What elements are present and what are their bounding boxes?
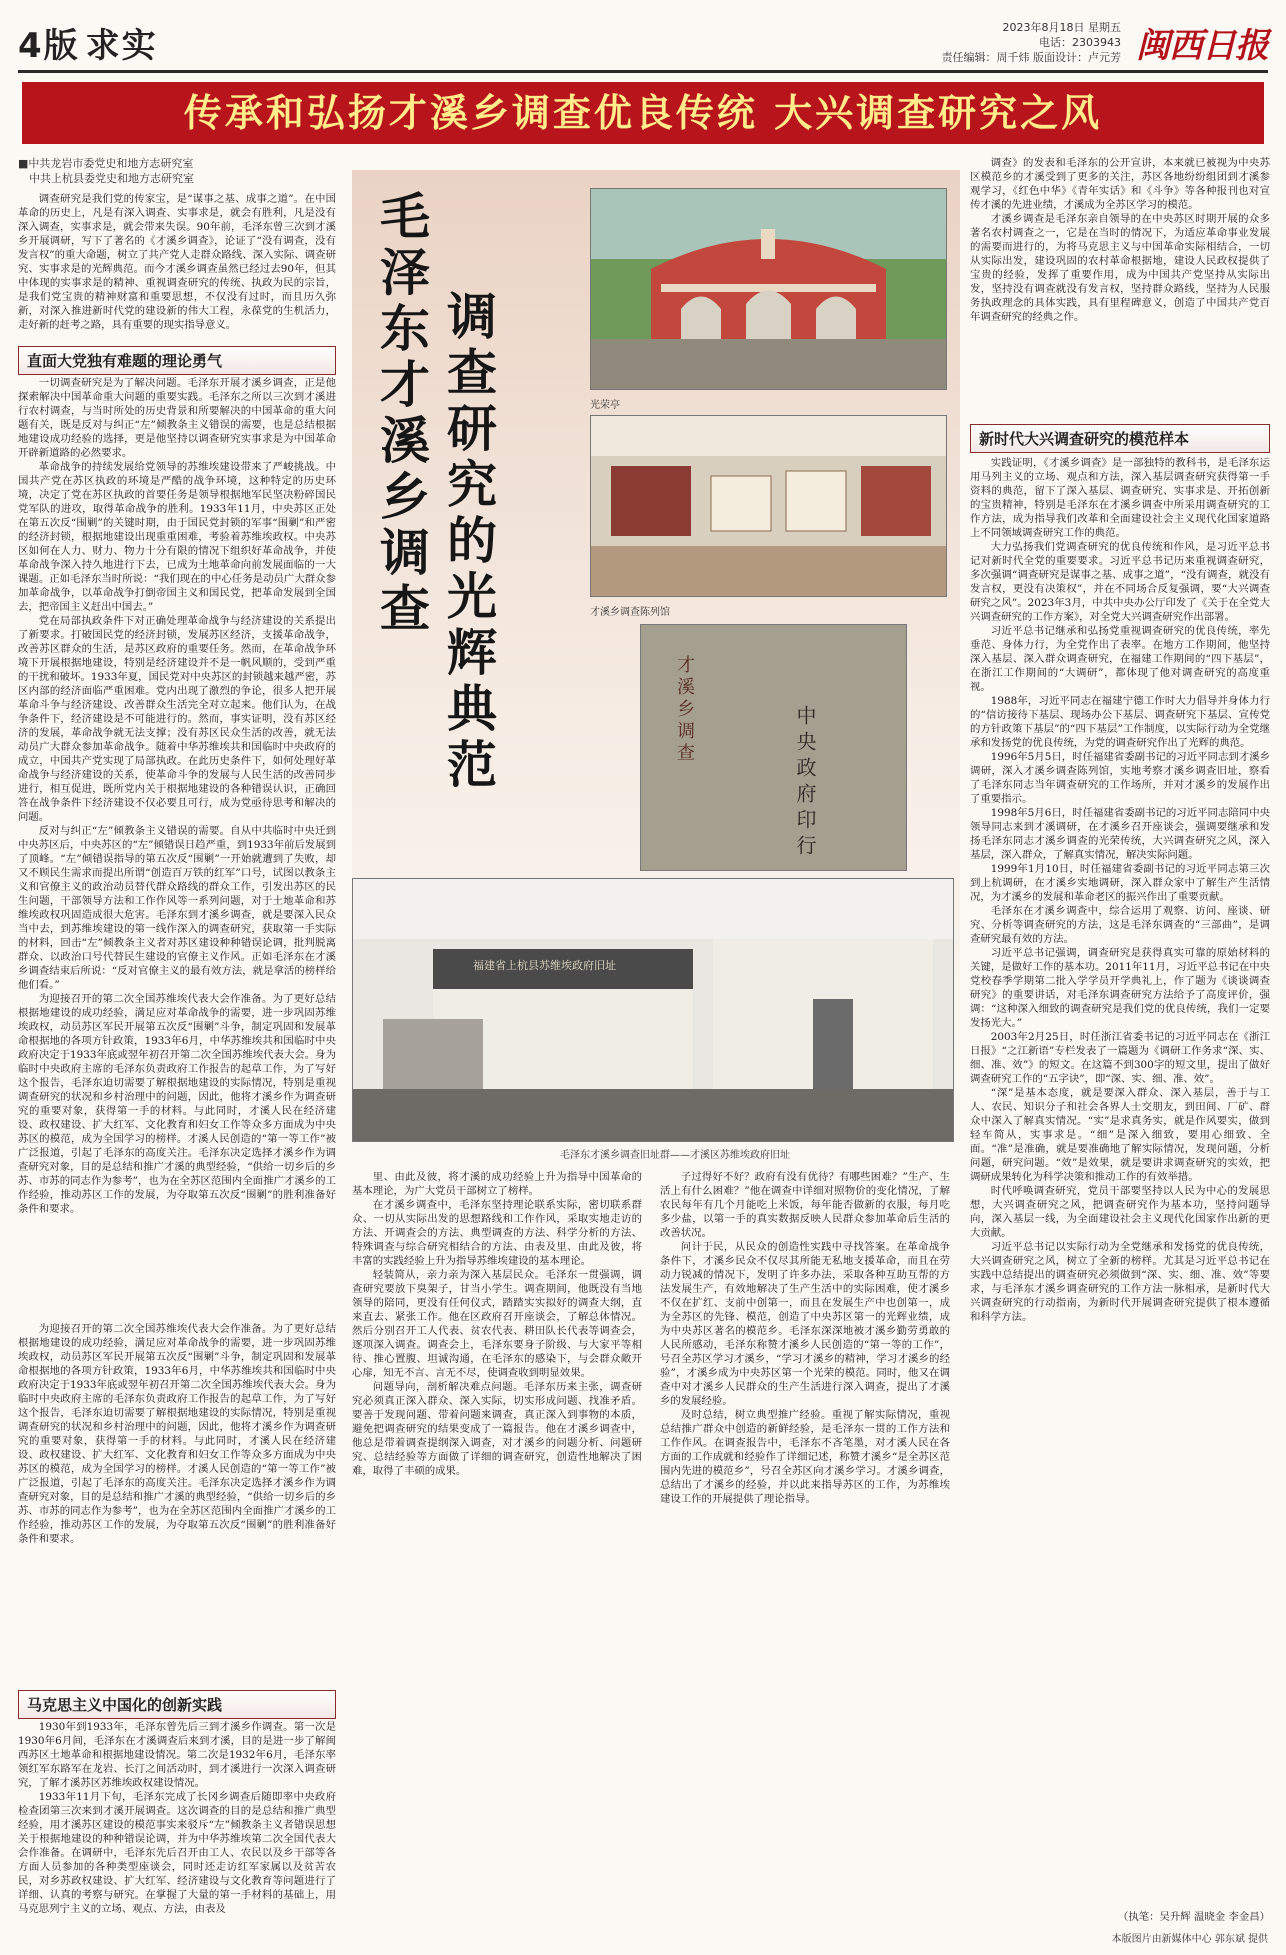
document-title: 才溪乡调查 bbox=[674, 655, 695, 765]
page-number: 4版 求实 bbox=[18, 26, 158, 66]
photo-glory-pavilion bbox=[590, 188, 947, 390]
banner-headline: 传承和弘扬才溪乡调查优良传统 大兴调查研究之风 bbox=[22, 82, 1264, 144]
header-rule bbox=[18, 70, 1268, 73]
header-meta bbox=[942, 20, 1122, 65]
bottom-column-1: 里、由此及彼，将才溪的成功经验上升为指导中国革命的基本理论，为广大党员干部树立了榜样。 在才溪乡调查中，毛泽东坚持理论联系实际，密切联系群众、一切从实际出发的思想路线和工作作风，采取实地走访的方法、开调查会的方法、典型调查的方法、科学分析的方法、特殊调查与综合研究相结合的方法、由表及里、由此及彼，将丰富的实践经验上升为指导苏维埃建设的基本理论。 轻装简从，亲力亲为深入基层民众。毛泽东一贯强调，调查研究要放下臭架子，甘当小学生。调查期间，他既没有当地领导的陪同，更没有任何仪式，踏踏实实拟好的调查大纲，直来直去、紧张工作。他在区政府召开座谈会，了解总体情况。然后分别召开工人代表、贫农代表、耕田队长代表等调查会，逐项深入调查。调查会上，毛泽东要身子阶级、与大家平等相待、推心置腹、坦诚沟通，在毛泽东的感染下，与会群众敞开心扉，知无不言、言无不尽，使调查收到明显效果。 问题导向，剖析解决难点问题。毛泽东历来主张，调查研究必须真正深入群众、深入实际，切实形成问题、找准矛盾。要善于发现问题、带着问题来调查，真正深入到事物的本质，避免把调查研究的结果变成了一篇报告。他在才溪乡调查中，他总是带着调查提纲深入调查，对才溪乡的问题分析、问题研究、总结经验等方面做了详细的调查研究，创造性地解决了困难，取得了丰硕的成果。 bbox=[352, 1171, 642, 1477]
section1-body: 一切调查研究是为了解决问题。毛泽东开展才溪乡调查，正是他探索解决中国革命重大问题的重要实践。毛泽东之所以三次到才溪进行农村调查，与当时所处的历史背景和所要解决的中国革命的重大问题有关，既是反对与纠正“左”倾教条主义错误的需要，也是总结根据地建设成功经验的选择，更是他坚持以调查研究实事求是为中国革命开辟新道路的必然要求。 革命战争的持续发展给党领导的苏维埃建设带来了严峻挑战。中国共产党在苏区执政的环境是严酷的战争环境，这种特定的历史环境，决定了党在苏区执政的首要任务是领导根据地军民坚决粉碎国民党军队的进攻，取得革命战争的胜利。1933年11月，中央苏区正处在第五次反“围剿”的关键时期，由于国民党封锁的军事“围剿”和严密的经济封锁，根据地建设出现重重困难，考验着苏维埃政权。中央苏区如何在人力、财力、物力十分有限的情况下组织好革命战争，并使革命战争深入持久地进行下去，已成为土地革命向前发展面临的一大课题。正如毛泽东当时所说：“我们现在的中心任务是动员广大群众参加革命战争，以革命战争打倒帝国主义和国民党，把革命发展到全国去，把帝国主义赶出中国去。” 党在局部执政条件下对正确处理革命战争与经济建设的关系提出了新要求。打破国民党的经济封锁，发展苏区经济，支援革命战争，改善苏区群众的生活，是苏区政府的重要任务。然而，在革命战争环境下开展根据地建设，特别是经济建设并不是一帆风顺的，受到严重的干扰和破坏。1933年夏，国民党对中央苏区的封锁越来越严密，苏区内部的经济面临严重困难。党内出现了激烈的争论，很多人把开展革命斗争与经济建设、改善群众生活完全对立起来。他们认为，在战争条件下，经济建设是不可能进行的。然而，事实证明，没有苏区经济的发展，革命战争就无法支撑；没有苏区民众生活的改善，就无法动员广大群众参加革命战争。随着中华苏维埃共和国临时中央政府的成立，中国共产党实现了局部执政。在此历史条件下，如何处理好革命战争与经济建设的关系，使革命斗争的发展与人民生活的改善同步进行，相互促进，既所党内关于根据地建设的各种错误认识，正确回答在战争条件下经济建设不仅必要且可行，成为党亟待思考和解决的问题。 反对与纠正“左”倾教条主义错误的需要。自从中共临时中央迁到中央苏区后，中央苏区的“左”倾错误日趋严重，到1933年前后发展到了顶峰。“左”倾错误指导的第五次反“围剿”一开始就遭到了失败，却又不顾民生需求而提出所谓“创造百万铁的红军”口号，试图以教条主义和官僚主义的政治动员替代群众路线的群众工作，引发出苏区的民生问题，干部领导方法和工作作风等一系列问题，对于土地革命和苏维埃政权巩固造成很大危害。毛泽东到才溪乡调查，就是要深入民众当中去，到苏维埃建设的第一线作深入的调查研究，获取第一手实际的材料，回击“左”倾教条主义者对苏区建设种种错误论调，批判脱离群众、以政治口号代替民生建设的官僚主义作风。正如毛泽东在才溪乡调查结束后所说：“反对官僚主义的最有效方法，就是拿活的榜样给他们看。” 为迎接召开的第二次全国苏维埃代表大会作准备。为了更好总结根据地建设的成功经验，满足应对革命战争的需要，进一步巩固苏维埃政权，动员苏区军民开展第五次反“围剿”斗争，制定巩固和发展革命根据地的各项方针政策，1933年6月，中华苏维埃共和国临时中央政府决定于1933年底或翌年初召开第二次全国苏维埃代表大会。身为临时中央政府主席的毛泽东负责政府工作报告的起草工作，为了写好这个报告，毛泽东迫切需要了解根据地建设的实际情况，特别是重视调查研究的状况和乡村治理中的问题，因此，他将才溪乡作为调查研究的重要对象，获得第一手的材料。与此同时，才溪人民在经济建设、政权建设、扩大红军、文化教育和妇女工作等众多方面成为中央苏区的模范，成为全国学习的榜样。才溪人民创造的“第一等工作”被广泛报道，引起了毛泽东的高度关注。毛泽东决定选择才溪乡作为调查研究对象，目的是总结和推广才溪的典型经验，“供给一切乡后的乡苏、市苏的同志作为参考”，也为在全苏区范围内全面推广才溪乡的工作经验，推动苏区工作的发展，为夺取第五次反“围剿”的胜利准备好条件和要求。 bbox=[18, 377, 336, 1215]
section3-body: 实践证明，《才溪乡调查》是一部独特的教科书，是毛泽东运用马列主义的立场、观点和方法，深入基层调查研究获得第一手资料的典范，留下了深入基层、调查研究、实事求是、开拓创新的宝贵精神，特别是毛泽东在才溪乡调查中所采用调查研究的工作方法，成为指导我们改革和全面建设社会主义现代化国家道路上不同领域调查研究工作的典范。 大力弘扬我们党调查研究的优良传统和作风，是习近平总书记对新时代全党的重要要求。习近平总书记历来重视调查研究，多次强调“调查研究是谋事之基、成事之道”，“没有调查，就没有发言权，更没有决策权”，并在不同场合反复强调，要“大兴调查研究之风”。2023年3月，中共中央办公厅印发了《关于在全党大兴调查研究的工作方案》，对全党大兴调查研究作出部署。 习近平总书记继承和弘扬党重视调查研究的优良传统，率先垂范、身体力行，为全党作出了表率。在地方工作期间，他坚持深入基层、深入群众调查研究，在福建工作期间的“四下基层”，在浙江工作期间的“大调研”，都体现了他对调查研究的高度重视。 1988年，习近平同志在福建宁德工作时大力倡导并身体力行的“信访接待下基层、现场办公下基层、调查研究下基层、宣传党的方针政策下基层”的“四下基层”工作制度，以实际行动为全党继承和发扬党的优良传统，为党的调查研究作出了光辉的典范。 1996年5月5日，时任福建省委副书记的习近平同志到才溪乡调研，深入才溪乡调查陈列馆，实地考察才溪乡调查旧址，察看了毛泽东同志当年调查研究的工作场所，并对才溪乡的发展作出了重要指示。 1998年5月6日，时任福建省委副书记的习近平同志陪同中央领导同志来到才溪调研，在才溪乡召开座谈会，强调要继承和发扬毛泽东同志才溪乡调查的光荣传统，大兴调查研究之风，深入基层，深入群众，了解真实情况，解决实际问题。 1999年1月10日，时任福建省委副书记的习近平同志第三次到上杭调研，在才溪乡实地调研，深入群众家中了解生产生活情况，为才溪乡的发展和革命老区的振兴作出了重要贡献。 毛泽东在才溪乡调查中，综合运用了观察、访问、座谈、研究、分析等调查研究的方法，这是毛泽东调查的“三部曲”，是调查研究最有效的方法。 习近平总书记强调，调查研究是获得真实可靠的原始材料的关键，是做好工作的基本功。2011年11月，习近平总书记在中央党校春季学期第二批入学学员开学典礼上，作了题为《谈谈调查研究》的重要讲话，对毛泽东调查研究方法给予了高度评价，强调：“这种深入细致的调查研究是我们党的优良传统，我们一定要发扬光大。” 2003年2月25日，时任浙江省委书记的习近平同志在《浙江日报》“之江新语”专栏发表了一篇题为《调研工作务求“深、实、细、准、效”》的短文。在这篇不到300字的短文里，提出了做好调查研究工作的“五字诀”，即“深、实、细、准、效”。 “深”是基本态度，就是要深入群众、深入基层，善于与工人、农民、知识分子和社会各界人士交朋友，到田间、厂矿、群众中深入了解真实情况。“实”是求真务实，就是作风要实，做到轻车简从，实事求是。“细”是深入细致，要用心细致、全面。“准”是准确，就是要准确地了解实际情况，发现问题，分析问题，研究问题。“效”是效果，就是要讲求调查研究的实效，把调研成果转化为科学决策和推动工作的有效举措。 时代呼唤调查研究，党员干部要坚持以人民为中心的发展思想，大兴调查研究之风，把调查研究作为基本功，坚持问题导向，深入基层一线，为全面建设社会主义现代化国家作出新的更大贡献。 习近平总书记以实际行动为全党继承和发扬党的优良传统，大兴调查研究之风，树立了全新的榜样。尤其是习近平总书记在实践中总结提出的调查研究必须做到“深、实、细、准、效”等要求，与毛泽东才溪乡调查研究的工作方法一脉相承，是新时代大兴调查研究的行动指南，为新时代开展调查研究提供了根本遵循和科学方法。 bbox=[970, 457, 1270, 1323]
caption-exhibition-hall: 才溪乡调查陈列馆 bbox=[590, 607, 670, 618]
section2-body: 1930年到1933年，毛泽东曾先后三到才溪乡作调查。第一次是1930年6月间，毛泽东在才溪调查后来到才溪，目的是进一步了解闽西苏区土地革命和根据地建设情况。第二次是1932年6月，毛泽东率领红军东路军在龙岩、长汀之间活动时，到才溪进行一次深入调查研究，了解才溪苏区苏维埃政权建设情况。 1933年11月下旬，毛泽东完成了长冈乡调查后随即率中央政府检查团第三次来到才溪开展调查。这次调查的目的是总结和推广典型经验，用才溪苏区建设的模范事实来驳斥“左”倾教条主义者错误思想关于根据地建设的种种错误论调，并为中华苏维埃第二次全国代表大会作准备。在调研中，毛泽东先后召开由工人、农民以及乡干部等各方面人员参加的各种类型座谈会，同时还走访红军家属以及贫苦农民，对乡苏政权建设、扩大红军、经济建设与文化教育等问题进行了详细、认真的考察与研究。在掌握了大量的第一手材料的基础上，用马克思列宁主义的立场、观点、方法，由表及 bbox=[18, 1721, 336, 1915]
section-heading-3: 新时代大兴调查研究的模范样本 bbox=[970, 424, 1270, 453]
feature-title-line2: 调查研究的光辉典范 bbox=[439, 290, 498, 794]
byline: ■中共龙岩市委党史和地方志研究室 中共上杭县委党史和地方志研究室 bbox=[18, 157, 194, 185]
pavilion-illustration bbox=[591, 189, 946, 389]
author-credit: （执笔：吴升辉 温晓金 李金昌） bbox=[1117, 1911, 1270, 1923]
right-column-top: 调查》的发表和毛泽东的公开宣讲，本来就已被视为中央苏区模范乡的才溪受到了更多的关注，苏区各地纷纷组团到才溪参观学习，《红色中华》《青年实话》和《斗争》等各种报刊也对宣传才溪的先进业绩，才溪成为全苏区学习的模范。 才溪乡调查是毛泽东亲自领导的在中央苏区时期开展的众多著名农村调查之一，它是在当时的情况下，为适应革命事业发展的需要而进行的，为将马克思主义与中国革命实际相结合，一切从实际出发，建设巩固的农村革命根据地，建设人民政权提供了宝贵的经验，发挥了重要作用，成为中国共产党坚持从实际出发，坚持没有调查就没有发言权，坚持群众路线，坚持为人民服务执政理念的具体实践，具有里程碑意义，创造了中国共产党百年调查研究的经典之作。 bbox=[970, 157, 1270, 323]
photo-historic-document bbox=[640, 624, 907, 871]
photo-credit: 本版图片由新媒体中心 郭东斌 提供 bbox=[1111, 1934, 1268, 1945]
section-heading-2: 马克思主义中国化的创新实践 bbox=[18, 1690, 336, 1719]
phone: 电话：2303943 bbox=[1039, 36, 1121, 49]
bottom-column-2: 子过得好不好？政府有没有优待？有哪些困难？”生产、生活上有什么困难？”他在调查中详细对照物价的变化情况，了解农民每年有几个月能吃上米饭，每年能否做新的衣服，每月吃多少盐，以第一手的真实数据反映人民群众参加革命后生活的改善状况。 问计于民，从民众的创造性实践中寻找答案。在革命战争条件下，才溪乡民众不仅尽其所能无私地支援革命，而且在劳动力锐减的情况下，发明了许多办法，采取各种互助互帮的方法发展生产，有效地解决了生产生活中的实际困难，使才溪乡不仅在扩红、支前中创第一，而且在发展生产中也创第一，成为全苏区的先锋、模范，创造了中央苏区第一的光辉业绩，成为中央苏区著名的模范乡。毛泽东深深地被才溪乡勤劳勇敢的人民所感动，毛泽东称赞才溪乡人民创造的“第一等的工作”，号召全苏区学习才溪乡，“学习才溪乡的精神，学习才溪乡的经验”，才溪乡成为中央苏区第一个光荣的模范。同时，他又在调查中对才溪乡人民群众的生产生活进行深入调查，提出了才溪乡的发展经验。 及时总结，树立典型推广经验。重视了解实际情况，重视总结推广群众中创造的新鲜经验，是毛泽东一贯的工作方法和工作作风。在调查报告中，毛泽东不吝笔墨，对才溪人民在各方面的工作成就和经验作了详细记述，称赞才溪乡“是全苏区范围内先进的模范乡”，号召全苏区向才溪乡学习。才溪乡调查，总结出了才溪乡的经验，并以此来指导苏区的工作，为苏维埃建设工作的开展提供了理论指导。 bbox=[660, 1171, 950, 1505]
editors: 责任编辑：周千炜 版面设计：卢元芳 bbox=[941, 51, 1121, 64]
date-line: 2023年8月18日 星期五 bbox=[1002, 21, 1121, 34]
caption-glory-pavilion: 光荣亭 bbox=[590, 400, 620, 411]
exhibition-illustration bbox=[591, 416, 946, 596]
photo-government-site bbox=[352, 878, 954, 1142]
caption-government-site: 毛泽东才溪乡调查旧址群——才溪区苏维埃政府旧址 bbox=[560, 1150, 790, 1161]
section-heading-1: 直面大党独有难题的理论勇气 bbox=[18, 346, 336, 375]
feature-title-line1: 毛泽东才溪乡调查 bbox=[372, 190, 431, 638]
paper-logo: 闽西日报 bbox=[1136, 26, 1268, 66]
photo-exhibition-hall bbox=[590, 415, 947, 597]
section-name: 求实 bbox=[85, 26, 158, 66]
section1-body-cont: 为迎接召开的第二次全国苏维埃代表大会作准备。为了更好总结根据地建设的成功经验，满足应对革命战争的需要，进一步巩固苏维埃政权，动员苏区军民开展第五次反“围剿”斗争，制定巩固和发展革命根据地的各项方针政策，1933年6月，中华苏维埃共和国临时中央政府决定于1933年底或翌年初召开第二次全国苏维埃代表大会。身为临时中央政府主席的毛泽东负责政府工作报告的起草工作，为了写好这个报告，毛泽东迫切需要了解根据地建设的实际情况，特别是重视调查研究的状况和乡村治理中的问题，因此，他将才溪乡作为调查研究的重要对象，获得第一手的材料。与此同时，才溪人民在经济建设、政权建设、扩大红军、文化教育和妇女工作等众多方面成为中央苏区的模范，成为全国学习的榜样。才溪人民创造的“第一等工作”被广泛报道，引起了毛泽东的高度关注。毛泽东决定选择才溪乡作为调查研究对象，目的是总结和推广才溪的典型经验，“供给一切乡后的乡苏、市苏的同志作为参考”，也为在全苏区范围内全面推广才溪乡的工作经验，推动苏区工作的发展，为夺取第五次反“围剿”的胜利准备好条件和要求。 bbox=[18, 1323, 336, 1545]
site-illustration bbox=[353, 879, 953, 1141]
site-plaque: 福建省上杭县苏维埃政府旧址 bbox=[473, 959, 616, 972]
document-publisher: 中央政府印行 bbox=[793, 705, 817, 861]
intro-text: 调查研究是我们党的传家宝，是“谋事之基、成事之道”。在中国革命的历史上，凡是有深入调查、实事求是，就会有胜利，凡是没有深入调查，实事求是，就会带来失误。90年前，毛泽东曾三次到才溪乡开展调研，写下了著名的《才溪乡调查》，论证了“没有调查，没有发言权”的重大命题，树立了共产党人走群众路线、深入实际、调查研究、实事求是的光辉典范。而今才溪乡调查虽然已经过去90年，但其中体现的实事求是的精神、重视调查研究的传统、执政为民的宗旨，是我们党宝贵的精神财富和重要思想，不仅没有过时，而且历久弥新，对深入推进新时代党的建设新的伟大工程，永葆党的生机活力，走好新的赶考之路，具有重要的现实指导意义。 bbox=[18, 193, 336, 331]
